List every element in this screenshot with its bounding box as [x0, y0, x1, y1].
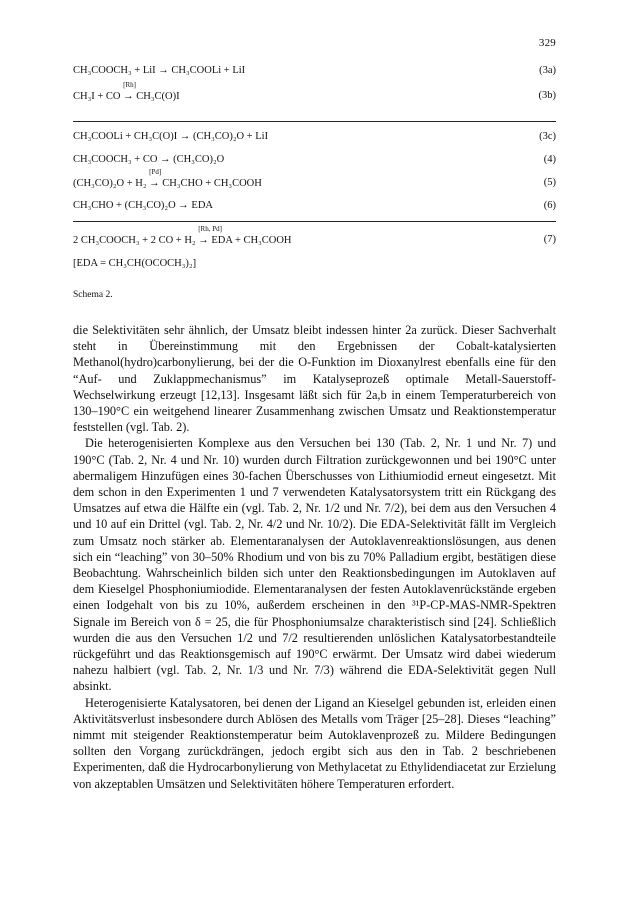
equation-rhs: CH₃CHO + CH₃COOH: [162, 178, 262, 189]
equation-formula: CH₃COOLi + CH₃C(O)I → (CH₃CO)₂O + LiI: [73, 131, 269, 142]
eda-definition: [73, 256, 556, 272]
equation-formula: [73, 225, 292, 249]
catalyst-label: [Pd]: [149, 168, 162, 176]
equation-number: (6): [543, 200, 556, 211]
paragraph: die Selektivitäten sehr ähnlich, der Umsatz bleibt indessen hinter 2a zurück. Dieser Sachverhalt steht in Übereinstimmung mit den Ergebnissen der Cobalt-katalysierten Methanol(hydro)carbonylierung, bei der die O-Funktion im Dioxanylrest ebenfalls eine für den “Auf- und Zuklappmechanismus” im Katalyseprozeß optimale Metall-Sauerstoff-Wechselwirkung erzeugt [12,13]. Insgesamt läßt sich für 2a,b in einem Temperaturbereich von 130–190°C ein weitgehend linearer Zusammenhang zwischen Umsatz und Reaktionstemperatur feststellen (vgl. Tab. 2).: [73, 323, 556, 435]
equation-formula: CH₃COOCH₃ + CO → (CH₃CO)₂O: [73, 154, 225, 165]
arrow-glyph: →: [198, 235, 209, 246]
reaction-arrow: [149, 168, 162, 192]
equation-number: (3c): [539, 131, 556, 142]
equation-5: [73, 168, 556, 191]
arrow-glyph: →: [123, 91, 134, 102]
paragraph: Die heterogenisierten Komplexe aus den Versuchen bei 130 (Tab. 2, Nr. 1 und Nr. 7) und 190°C (Tab. 2, Nr. 4 und Nr. 10) wurden durch Filtration zurückgewonnen und bei 190°C unter abermaligem Hinzufügen eines 30-fachen Überschusses von Lithiumiodid erneut eingesetzt. Mit dem schon in den Experimenten 1 und 7 verwendeten Katalysatorsystem tritt ein Rückgang des Umsatzes auf etwa die Hälfte ein (vgl. Tab. 2, Nr. 1/2 und Nr. 7/2), bei dem aus den Versuchen 4 und 10 auf ein Drittel (vgl. Tab. 2, Nr. 4/2 und Nr. 10/2). Die EDA-Selektivität fällt im Vergleich zum Umsatz noch stärker ab. Elementaranalysen der Autoklavenreaktionslösungen, aus denen sich ein “leaching” von 30–50% Rhodium und von bis zu 70% Palladium ergibt, bestätigen diese Beobachtung. Wahrscheinlich bilden sich unter den Reaktionsbedingungen im Autoklaven auf dem Kieselgel Phosphoniumiodide. Elementaranalysen der festen Autoklavenrückstände ergeben einen Iodgehalt von bis zu 10%, außerdem erscheinen in den ³¹P-CP-MAS-NMR-Spektren Signale im Bereich von δ = 25, die für Phosphoniumsalze charakteristisch sind [24]. Schließlich wurden die aus den Versuchen 1/2 und 7/2 resultierenden unlöslichen Katalysatorbestandteile rückgeführt und das Reaktionsgemisch auf 190°C erwärmt. Der Umsatz wird dabei wiederum nahezu halbiert (vgl. Tab. 2, Nr. 1/3 und Nr. 7/3) während die EDA-Selektivität gegen Null absinkt.: [73, 436, 556, 694]
catalyst-label: [Rh]: [123, 81, 136, 89]
equation-formula: CH₃COOCH₃ + LiI → CH₃COOLi + LiI: [73, 65, 246, 76]
equation-rhs: CH₃C(O)I: [136, 91, 180, 102]
separator-rule: [73, 221, 556, 222]
eda-definition-text: [EDA = CH₃CH(OCOCH₃)₂]: [73, 258, 197, 269]
equation-number: (7): [543, 234, 556, 245]
page-number: 329: [538, 37, 556, 49]
equation-3b: [73, 81, 556, 104]
equation-number: (4): [543, 154, 556, 165]
equation-formula: CH₃CHO + (CH₃CO)₂O → EDA: [73, 200, 213, 211]
equation-number: (3a): [539, 65, 556, 76]
separator-rule: [73, 121, 556, 122]
equation-lhs: 2 CH₃COOCH₃ + 2 CO + H₂: [73, 235, 196, 246]
equation-3a: [73, 63, 556, 79]
equation-lhs: (CH₃CO)₂O + H₂: [73, 178, 147, 189]
equation-formula: [73, 81, 180, 105]
reaction-arrow: [198, 225, 222, 249]
paragraph: Heterogenisierte Katalysatoren, bei denen der Ligand an Kieselgel gebunden ist, erleiden einen Aktivitätsverlust insbesondere durch Ablösen des Metalls vom Träger [25–28]. Dieses “leaching” nimmt mit steigender Reaktionstemperatur beim Autoklavenprozeß zu. Mildere Bedingungen sollten den Vorgang zurückdrängen, jedoch ergibt sich aus den in Tab. 2 beschriebenen Experimenten, daß die Hydrocarbonylierung von Methylacetat zu Ethylidendiacetat zur Erzielung von akzeptablen Umsätzen und Selektivitäten höhere Temperaturen erfordert.: [73, 695, 556, 791]
equation-3c: [73, 129, 556, 145]
equation-formula: [73, 168, 262, 192]
reaction-arrow: [123, 81, 136, 105]
equation-rhs: EDA + CH₃COOH: [211, 235, 292, 246]
equation-6: [73, 198, 556, 214]
equation-7: [73, 225, 556, 248]
equation-4: [73, 152, 556, 168]
body-text: [73, 322, 556, 792]
equation-number: (3b): [538, 90, 556, 101]
catalyst-label: [Rh, Pd]: [198, 225, 222, 233]
equation-number: (5): [543, 177, 556, 188]
equation-lhs: CH₃I + CO: [73, 91, 121, 102]
arrow-glyph: →: [149, 178, 160, 189]
scheme-caption: Schema 2.: [73, 290, 113, 300]
